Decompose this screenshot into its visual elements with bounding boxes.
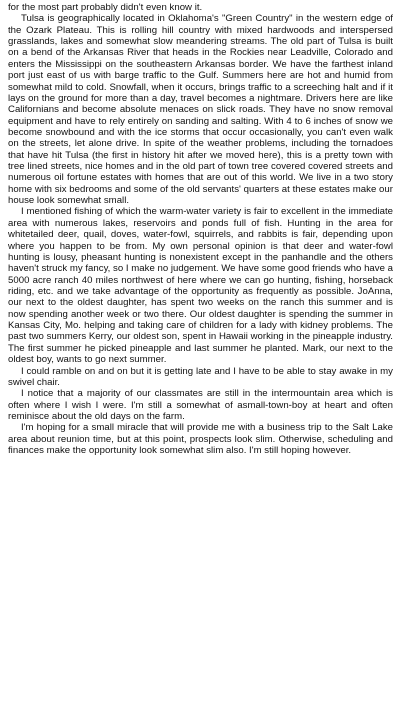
paragraph-ramble: I could ramble on and on but it is getting late and I have to be able to stay awake in my swivel chair.: [8, 365, 393, 388]
paragraph-fishing-hunting: I mentioned fishing of which the warm-water variety is fair to excellent in the immediate area with numerous lakes, reservoirs and ponds full of fish. Hunting in the area for whitetailed deer, quail, doves, water-fowl, squirrels, and rabbits is fair, depending upon where you happen to be from. My own personal opinion is that deer and water-fowl hunting is lousy, pheasant hunting is nonexistent except in the panhandle and the others haven't struck my fancy, so I make no judgement. We have some good friends who have a 5000 acre ranch 40 miles northwest of here where we can go hunting, fishing, horseback riding, etc. and we take advantage of the opportunity as frequently as possible. JoAnna, our next to the oldest daughter, has spent two weeks on the ranch this summer and is now spending another week or two there. Our oldest daughter is spending the summer in Kansas City, Mo. helping and taking care of children for a lady with kidney problems. The past two summers Kerry, our oldest son, spent in Hawaii working in the pineapple industry. The first summer he picked pineapple and last summer he planted. Mark, our next to the oldest boy, wants to go next summer.: [8, 206, 393, 366]
paragraph-classmates: I notice that a majority of our classmates are still in the intermountain area which is often where I wish I were. I'm still a somewhat of asmall-town-boy at heart and often reminisce about the old days on the farm.: [8, 388, 393, 422]
paragraph-intro-fragment: for the most part probably didn't even know it.: [8, 2, 203, 13]
paragraph-tulsa-geography: Tulsa is geographically located in Oklahoma's "Green Country" in the western edge of the Ozark Plateau. This is rolling hill country with mixed hardwoods and interspersed grasslands, lakes and somewhat slow meandering streams. The old part of Tulsa is built on a bend of the Arkansas River that heads in the Rockies near Leadville, Colorado and enters the Mississippi on the southeastern Arkansas border. We have the farthest inland port just east of us with barge traffic to the Gulf. Summers here are hot and humid from somewhat mild to cold. Snowfall, when it occurs, brings traffic to a screeching halt and if it lays on the ground for more than a day, travel becomes a nightmare. Drivers here are like Californians and become absolute menaces on slick roads. They have no snow removal equipment and have to rely entirely on sanding and salting. With 4 to 6 inches of snow we become snowbound and with the ice storms that occur occasionally, you can't even walk on the streets, let alone drive. In spite of the weather problems, including the tornadoes that have hit Tulsa (the first in history hit after we moved here), this is a pretty town with tree lined streets, nice homes and in the old part of town tree covered covered streets and numerous oil fortune estates with homes that are out of this world. We live in a two story home with six bedrooms and some of the old servants' quarters at these estates make our house look somewhat small.: [8, 13, 393, 207]
paragraph-reunion-hope: I'm hoping for a small miracle that will provide me with a business trip to the Salt Lake area about reunion time, but at this point, prospects look slim. Otherwise, scheduling and finances make the opportunity look somewhat slim also. I'm still hoping however.: [8, 422, 393, 457]
